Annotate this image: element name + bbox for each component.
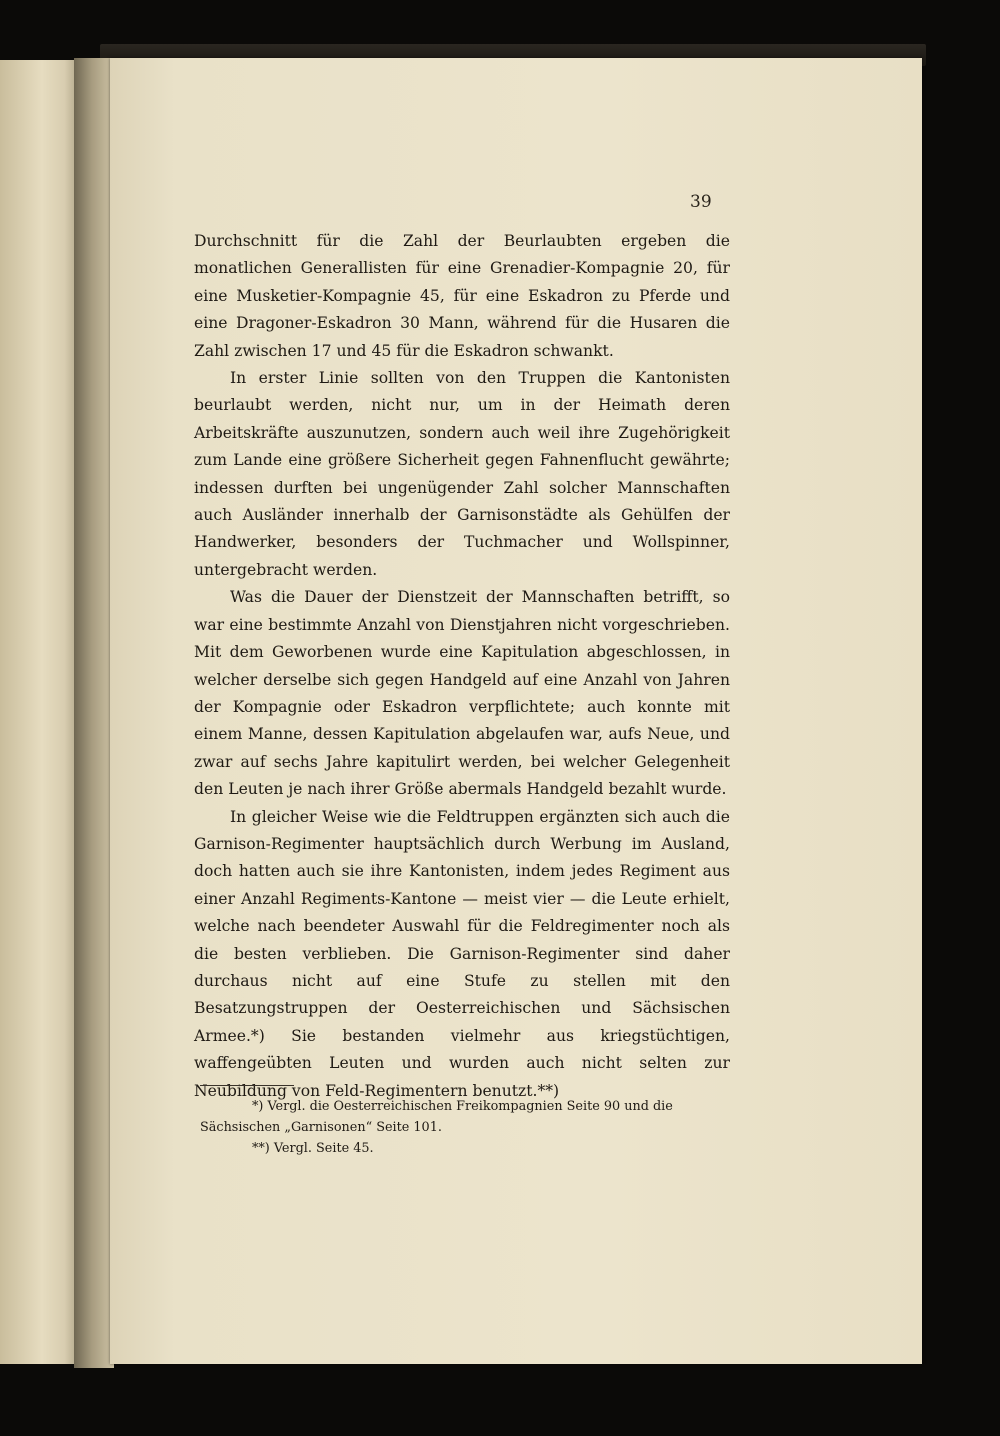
paragraph: Was die Dauer der Dienstzeit der Mannschaften betrifft, so war eine bestimmte Anzahl von Dienstjahren nicht vorgeschrieben. Mit dem Geworbenen wurde eine Kapitulation abgeschlossen, in welcher derselbe sich gegen Handgeld auf eine Anzahl von Jahren der Kompagnie oder Eskadron verpflichtete; auch konnte mit einem Manne, dessen Kapitulation abgelaufen war, aufs Neue, und zwar auf sechs Jahre kapitulirt werden, bei welcher Gelegenheit den Leuten je nach ihrer Größe abermals Handgeld bezahlt wurde. — [194, 588, 730, 799]
footnote-divider — [200, 1085, 294, 1086]
left-page-edge — [0, 60, 77, 1364]
paragraph: In gleicher Weise wie die Feldtruppen ergänzten sich auch die Garnison-Regimenter hauptsächlich durch Werbung im Ausland, doch hatten auch sie ihre Kantonisten, indem jedes Regiment aus einer Anzahl Regiments-Kantone — meist vier — die Leute erhielt, welche nach beendeter Auswahl für die Feldregimenter noch als die besten verblieben. Die Garnison-Regimenter sind daher durchaus nicht auf eine Stufe zu stellen mit den Besatzungstruppen der Oesterreichischen und Sächsischen Armee.*) Sie bestanden vielmehr aus kriegstüchtigen, waffengeübten Leuten und wurden auch nicht selten zur Neubildung von Feld-Regimentern benutzt.**) — [194, 807, 730, 1100]
book-gutter — [74, 58, 114, 1368]
body-text — [194, 228, 730, 1105]
paragraph: In erster Linie sollten von den Truppen die Kantonisten beurlaubt werden, nicht nur, um in der Heimath deren Arbeitskräfte auszunutzen, sondern auch weil ihre Zugehörigkeit zum Lande eine größere Sicherheit gegen Fahnenflucht gewährte; indessen durften bei ungenügender Zahl solcher Mannschaften auch Ausländer innerhalb der Garnisonstädte als Gehülfen der Handwerker, besonders der Tuchmacher und Wollspinner, untergebracht werden. — [194, 369, 730, 579]
footnotes — [200, 1096, 730, 1159]
footnote: **) Vergl. Seite 45. — [252, 1141, 374, 1156]
footnote: *) Vergl. die Oesterreichischen Freikompagnien Seite 90 und die Sächsischen „Garnisonen“ Seite 101. — [200, 1099, 673, 1135]
paragraph: Durchschnitt für die Zahl der Beurlaubten ergeben die monatlichen Generallisten für eine Grenadier-Kompagnie 20, für eine Musketier-Kompagnie 45, für eine Eskadron zu Pferde und eine Dragoner-Eskadron 30 Mann, während für die Husaren die Zahl zwischen 17 und 45 für die Eskadron schwankt. — [194, 232, 730, 360]
page-number: 39 — [690, 192, 712, 212]
